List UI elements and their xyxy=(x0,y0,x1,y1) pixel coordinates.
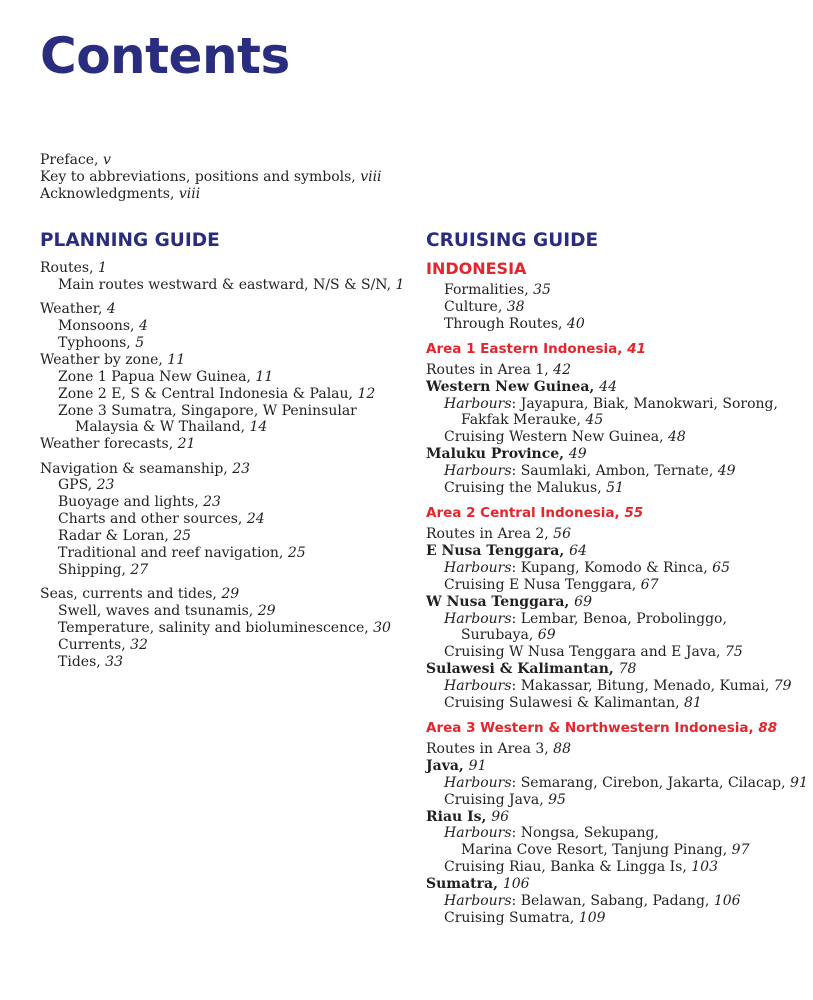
heading-text: Area 1 Eastern Indonesia, xyxy=(426,340,628,357)
toc-entry-weather-by-zone[interactable] xyxy=(40,352,400,369)
page-number: 32 xyxy=(130,636,148,653)
entry-text: Western New Guinea, xyxy=(426,378,600,395)
entry-text: Java, xyxy=(426,757,469,774)
entry-text: Acknowledgments, xyxy=(40,186,179,202)
toc-entry-java[interactable] xyxy=(426,758,813,775)
toc-entry-navigation[interactable] xyxy=(40,461,400,478)
page-number: 79 xyxy=(773,678,792,695)
page-number: 109 xyxy=(578,910,606,926)
entry-text: : Lembar, Benoa, Probolinggo, xyxy=(511,610,727,627)
page-number: 91 xyxy=(790,774,808,791)
toc-entry-routes-area-1[interactable] xyxy=(426,362,813,379)
toc-entry-e-nusa-tenggara[interactable] xyxy=(426,543,813,560)
toc-entry-gps[interactable] xyxy=(40,477,400,494)
toc-entry-charts[interactable] xyxy=(40,511,400,528)
page-number: 106 xyxy=(713,893,741,910)
entry-text: Sumatra, xyxy=(426,876,503,893)
entry-text: Surubaya, xyxy=(461,627,538,644)
harbours-label: Harbours xyxy=(444,395,512,412)
entry-text: Currents, xyxy=(58,636,131,653)
entry-text: Radar & Loran, xyxy=(58,528,174,545)
entry-text: Zone 3 Sumatra, Singapore, W Peninsular xyxy=(58,402,357,419)
entry-text: Weather by zone, xyxy=(40,351,168,368)
page-number: 69 xyxy=(537,627,556,644)
indonesia-heading: INDONESIA xyxy=(426,259,527,278)
page-number: 51 xyxy=(606,480,624,497)
page-number: 25 xyxy=(173,528,192,545)
page-number: 30 xyxy=(373,620,391,637)
harbours-label: Harbours xyxy=(444,825,512,842)
planning-guide-column xyxy=(40,228,405,671)
toc-entry-sulawesi-harbours[interactable] xyxy=(426,678,813,695)
toc-entry-temperature[interactable] xyxy=(40,620,400,637)
toc-entry-main-routes[interactable] xyxy=(40,276,405,294)
page-number: 56 xyxy=(553,525,571,542)
heading-text: Area 2 Central Indonesia, xyxy=(426,504,625,521)
cruising-guide-column xyxy=(426,228,813,927)
toc-entry-weather-forecasts[interactable] xyxy=(40,436,400,453)
toc-entry-through-routes[interactable] xyxy=(426,316,813,333)
entry-text: Cruising Java, xyxy=(444,791,549,808)
page-number: 5 xyxy=(135,334,145,351)
entry-text: Preface, xyxy=(40,152,103,168)
page-number: 81 xyxy=(684,695,702,712)
toc-entry-riau-cruising[interactable] xyxy=(426,859,813,876)
entry-text: Typhoons, xyxy=(58,334,136,351)
page-number: 106 xyxy=(502,876,530,893)
entry-text: Cruising Sumatra, xyxy=(444,910,579,926)
entry-text: Culture, xyxy=(444,298,507,315)
entry-text: : Nongsa, Sekupang, xyxy=(511,825,659,842)
entry-text: Charts and other sources, xyxy=(58,511,247,528)
entry-text: Sulawesi & Kalimantan, xyxy=(426,661,619,678)
toc-entry-sumatra-cruising[interactable] xyxy=(426,910,813,927)
entry-text: GPS, xyxy=(58,477,97,494)
toc-entry-maluku-harbours[interactable] xyxy=(426,463,813,480)
page-number: 75 xyxy=(724,644,743,661)
toc-entry-wnt-cruising[interactable] xyxy=(426,644,813,661)
entry-text: Tides, xyxy=(58,653,106,670)
page-number: 38 xyxy=(506,298,525,315)
entry-text: Maluku Province, xyxy=(426,446,569,463)
entry-text: : Kupang, Komodo & Rinca, xyxy=(511,559,713,576)
page-number: 1 xyxy=(395,276,405,293)
toc-entry-routes-area-2[interactable] xyxy=(426,526,813,543)
entry-text: Cruising the Malukus, xyxy=(444,480,607,497)
page-number: 23 xyxy=(96,477,115,494)
entry-text: Routes in Area 1, xyxy=(426,361,554,378)
entry-text: Through Routes, xyxy=(444,315,567,332)
toc-entry-routes[interactable] xyxy=(40,260,400,277)
page-number: 27 xyxy=(130,562,149,578)
entry-text: Fakfak Merauke, xyxy=(461,412,586,429)
page-number: 11 xyxy=(255,368,274,385)
toc-entry-riau-harbours[interactable] xyxy=(426,825,813,842)
page-number: 4 xyxy=(106,301,116,318)
page-number: 67 xyxy=(640,576,659,593)
page-number: 65 xyxy=(712,559,730,576)
page-number: 48 xyxy=(667,429,686,446)
page-number: 69 xyxy=(574,593,592,610)
toc-entry-key[interactable] xyxy=(40,169,382,186)
page-number: 25 xyxy=(287,545,306,562)
toc-entry-routes-area-3[interactable] xyxy=(426,741,813,758)
toc-entry-wnt-harbours[interactable] xyxy=(426,611,813,628)
entry-text: W Nusa Tenggara, xyxy=(426,593,575,610)
page-number: 35 xyxy=(533,282,551,298)
area-2-heading[interactable] xyxy=(426,504,813,522)
entry-text: : Semarang, Cirebon, Jakarta, Cilacap, xyxy=(511,774,791,791)
entry-text: : Saumlaki, Ambon, Ternate, xyxy=(511,463,718,480)
page-number: 33 xyxy=(105,653,123,670)
toc-entry-w-nusa-tenggara[interactable] xyxy=(426,594,813,611)
entry-text: Navigation & seamanship, xyxy=(40,460,233,477)
page-title: Contents xyxy=(40,27,290,85)
page-number: 103 xyxy=(691,859,718,876)
page-number: 64 xyxy=(569,542,587,559)
toc-entry-culture[interactable] xyxy=(426,299,813,316)
toc-entry-western-new-guinea[interactable] xyxy=(426,379,813,396)
entry-text: Seas, currents and tides, xyxy=(40,586,222,603)
page-number: 23 xyxy=(232,460,251,477)
cruising-guide-heading: CRUISING GUIDE xyxy=(426,230,599,251)
toc-entry-formalities[interactable] xyxy=(426,282,813,299)
entry-text: Weather forecasts, xyxy=(40,436,178,453)
page-number: 1 xyxy=(97,260,107,276)
page-number: 24 xyxy=(246,511,265,528)
toc-entry-traditional[interactable] xyxy=(40,545,400,562)
page-number: 88 xyxy=(553,740,571,757)
toc-entry-maluku[interactable] xyxy=(426,446,813,463)
toc-entry-wng-cruising[interactable] xyxy=(426,429,813,446)
entry-text: Routes in Area 2, xyxy=(426,525,554,542)
page-number: 11 xyxy=(167,351,186,368)
toc-entry-java-cruising[interactable] xyxy=(426,792,813,809)
harbours-label: Harbours xyxy=(444,678,512,695)
toc-entry-shipping[interactable] xyxy=(40,562,400,579)
page-number: v xyxy=(102,152,111,168)
page-number: 23 xyxy=(203,494,221,511)
toc-entry-seas[interactable] xyxy=(40,586,400,603)
page-number: 14 xyxy=(249,419,268,436)
toc-entry-tides[interactable] xyxy=(40,654,400,671)
entry-text: Swell, waves and tsunamis, xyxy=(58,603,258,620)
harbours-label: Harbours xyxy=(444,893,512,910)
toc-entry-weather[interactable] xyxy=(40,301,400,318)
planning-guide-heading: PLANNING GUIDE xyxy=(40,230,220,251)
toc-entry-radar[interactable] xyxy=(40,528,400,545)
page-number: 49 xyxy=(568,446,587,463)
entry-text: Weather, xyxy=(40,301,107,318)
page-number: 49 xyxy=(717,463,736,480)
toc-entry-ent-harbours[interactable] xyxy=(426,560,813,577)
entry-text: E Nusa Tenggara, xyxy=(426,542,570,559)
page-number: 55 xyxy=(624,504,644,521)
entry-text: Shipping, xyxy=(58,562,131,578)
toc-entry-preface[interactable] xyxy=(40,152,382,169)
page-number: 45 xyxy=(585,412,604,429)
entry-text: Marina Cove Resort, Tanjung Pinang, xyxy=(461,842,732,859)
entry-text: Main routes westward & eastward, N/S & S/N, xyxy=(58,276,396,293)
entry-text: Cruising E Nusa Tenggara, xyxy=(444,576,641,593)
harbours-label: Harbours xyxy=(444,610,512,627)
heading-text: Area 3 Western & Northwestern Indonesia, xyxy=(426,719,759,736)
page-number: 29 xyxy=(221,586,240,603)
entry-text: : Makassar, Bitung, Menado, Kumai, xyxy=(511,678,774,695)
toc-entry-riau[interactable] xyxy=(426,809,813,826)
toc-entry-swell[interactable] xyxy=(40,603,400,620)
area-3-heading[interactable] xyxy=(426,719,813,737)
entry-text: Formalities, xyxy=(444,282,534,298)
entry-text: Cruising Sulawesi & Kalimantan, xyxy=(444,695,685,712)
toc-entry-sulawesi-cruising[interactable] xyxy=(426,695,813,712)
toc-entry-zone-1[interactable] xyxy=(40,369,400,386)
toc-entry-riau-harbours-cont[interactable] xyxy=(426,842,813,859)
page-number: 91 xyxy=(468,757,487,774)
toc-entry-zone-3-cont[interactable] xyxy=(40,419,400,436)
toc-entry-zone-2[interactable] xyxy=(40,386,400,403)
toc-entry-typhoons[interactable] xyxy=(40,335,400,352)
area-1-heading[interactable] xyxy=(426,340,813,358)
page-number: 78 xyxy=(618,661,637,678)
harbours-label: Harbours xyxy=(444,463,512,480)
page-number: 88 xyxy=(758,719,778,736)
page-number: viii xyxy=(360,169,382,185)
harbours-label: Harbours xyxy=(444,774,512,791)
page-number: viii xyxy=(178,186,201,202)
entry-text: Buoyage and lights, xyxy=(58,494,204,511)
page-number: 12 xyxy=(357,385,376,402)
entry-text: Cruising W Nusa Tenggara and E Java, xyxy=(444,644,725,661)
entry-text: Zone 2 E, S & Central Indonesia & Palau, xyxy=(58,385,358,402)
page-number: 44 xyxy=(599,378,617,395)
entry-text: : Belawan, Sabang, Padang, xyxy=(511,893,714,910)
entry-text: Cruising Western New Guinea, xyxy=(444,429,668,446)
toc-entry-buoyage[interactable] xyxy=(40,494,400,511)
toc-entry-maluku-cruising[interactable] xyxy=(426,480,813,497)
toc-entry-ent-cruising[interactable] xyxy=(426,577,813,594)
page-number: 4 xyxy=(138,318,148,335)
entry-text: Monsoons, xyxy=(58,318,139,335)
toc-entry-acknowledgments[interactable] xyxy=(40,186,382,203)
page-number: 21 xyxy=(177,436,196,453)
harbours-label: Harbours xyxy=(444,559,512,576)
front-matter-list xyxy=(40,152,382,203)
toc-entry-sumatra-harbours[interactable] xyxy=(426,893,813,910)
page-number: 95 xyxy=(548,791,566,808)
toc-entry-sulawesi[interactable] xyxy=(426,661,813,678)
page-number: 41 xyxy=(627,340,646,357)
page-number: 42 xyxy=(553,361,571,378)
entry-text: Routes, xyxy=(40,260,98,276)
page-number: 40 xyxy=(566,315,585,332)
entry-text: : Jayapura, Biak, Manokwari, Sorong, xyxy=(511,395,778,412)
toc-entry-monsoons[interactable] xyxy=(40,318,400,335)
entry-text: Malaysia & W Thailand, xyxy=(75,419,250,436)
toc-entry-wng-harbours[interactable] xyxy=(426,396,813,413)
entry-text: Temperature, salinity and bioluminescence, xyxy=(58,620,374,637)
entry-text: Routes in Area 3, xyxy=(426,740,554,757)
entry-text: Traditional and reef navigation, xyxy=(58,545,288,562)
page-number: 96 xyxy=(491,808,510,825)
page-number: 97 xyxy=(731,842,750,859)
entry-text: Zone 1 Papua New Guinea, xyxy=(58,368,256,385)
entry-text: Key to abbreviations, positions and symbols, xyxy=(40,169,361,185)
entry-text: Cruising Riau, Banka & Lingga Is, xyxy=(444,859,692,876)
toc-entry-java-harbours[interactable] xyxy=(426,775,813,792)
toc-entry-wng-harbours-cont[interactable] xyxy=(426,412,813,429)
toc-entry-wnt-harbours-cont[interactable] xyxy=(426,627,813,644)
toc-entry-currents[interactable] xyxy=(40,637,400,654)
toc-entry-zone-3[interactable] xyxy=(40,403,400,420)
entry-text: Riau Is, xyxy=(426,808,492,825)
toc-entry-sumatra[interactable] xyxy=(426,876,813,893)
page-number: 29 xyxy=(257,603,276,620)
